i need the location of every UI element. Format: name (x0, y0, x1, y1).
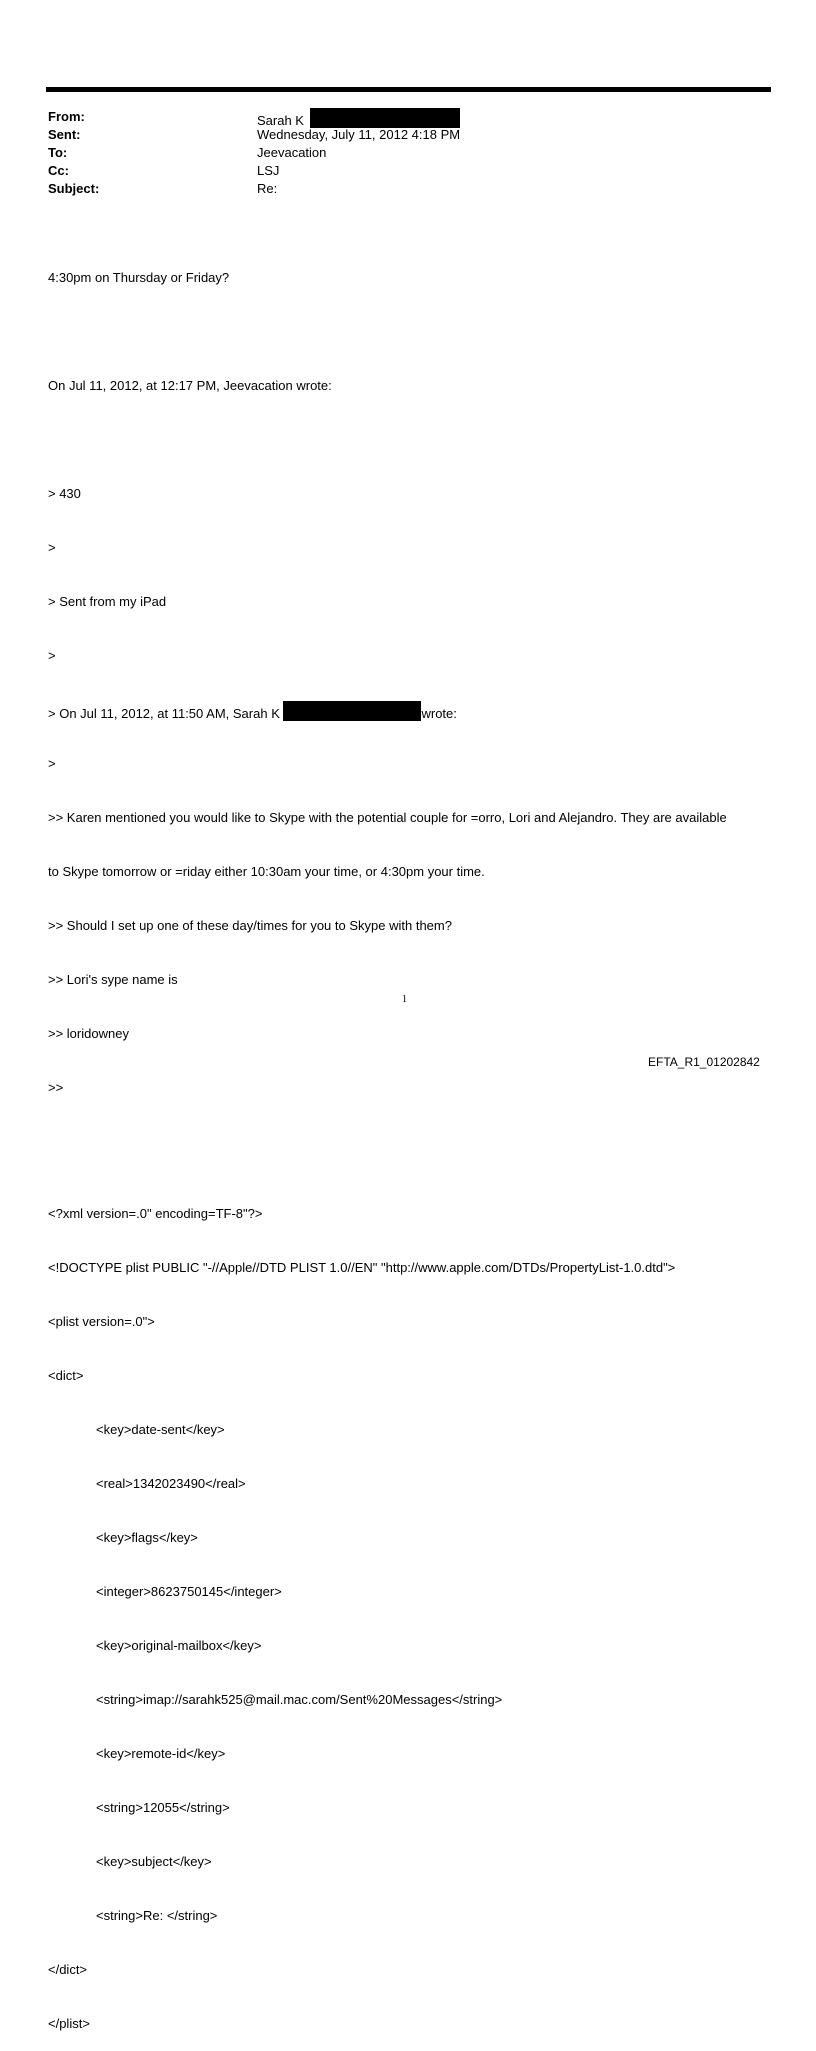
blank-line (48, 1133, 778, 1151)
plist-line: <key>date-sent</key> (96, 1422, 225, 1437)
blank-line (48, 431, 778, 449)
quoted-line: >> Should I set up one of these day/times for you to Skype with them? (48, 918, 452, 933)
quoted-line: >> Karen mentioned you would like to Skype with the potential couple for =orro, Lori and Alejandro. They are available (48, 810, 727, 825)
from-label: From: (48, 109, 85, 124)
quoted-attribution-line (48, 701, 778, 719)
quoted-line: > (48, 540, 56, 555)
cc-value: LSJ (257, 163, 280, 178)
quoted-line: > (48, 648, 56, 663)
sent-label: Sent: (48, 127, 81, 142)
plist-line: <string>Re: </string> (96, 1908, 218, 1923)
plist-line: <dict> (48, 1368, 84, 1383)
message-body (48, 233, 778, 2051)
subject-value: Re: (257, 181, 278, 196)
plist-line: </plist> (48, 2016, 90, 2031)
to-value: Jeevacation (257, 145, 327, 160)
page-number: 1 (402, 994, 407, 1005)
plist-line: <plist version=.0"> (48, 1314, 155, 1329)
quoted-attribution-text: > On Jul 11, 2012, at 11:50 AM, Sarah K (48, 706, 284, 721)
plist-line: <real>1342023490</real> (96, 1476, 246, 1491)
attribution-line: On Jul 11, 2012, at 12:17 PM, Jeevacation wrote: (48, 378, 332, 393)
plist-line: <integer>8623750145</integer> (96, 1584, 282, 1599)
to-label: To: (48, 145, 68, 160)
reply-text: 4:30pm on Thursday or Friday? (48, 270, 230, 285)
document-id: EFTA_R1_01202842 (648, 1055, 760, 1069)
redaction-box (283, 701, 421, 721)
quoted-line: > Sent from my iPad (48, 594, 167, 609)
quoted-line: > 430 (48, 486, 81, 501)
plist-line: <key>flags</key> (96, 1530, 198, 1545)
subject-label: Subject: (48, 181, 100, 196)
sent-value: Wednesday, July 11, 2012 4:18 PM (257, 127, 461, 142)
plist-line: </dict> (48, 1962, 88, 1977)
plist-line: <key>subject</key> (96, 1854, 212, 1869)
quoted-attribution-wrote: wrote: (421, 706, 457, 721)
plist-line: <?xml version=.0" encoding=TF-8"?> (48, 1206, 263, 1221)
quoted-line: > (48, 756, 56, 771)
header-rule (46, 87, 771, 92)
plist-line: <string>imap://sarahk525@mail.mac.com/Sent%20Messages</string> (96, 1692, 503, 1707)
quoted-line: >> loridowney (48, 1026, 129, 1041)
redaction-box (310, 108, 460, 128)
plist-line: <key>remote-id</key> (96, 1746, 226, 1761)
cc-label: Cc: (48, 163, 69, 178)
quoted-line: >> (48, 1080, 64, 1095)
plist-line: <!DOCTYPE plist PUBLIC "-//Apple//DTD PLIST 1.0//EN" "http://www.apple.com/DTDs/PropertyList-1.0.dtd"> (48, 1260, 676, 1275)
plist-line: <string>12055</string> (96, 1800, 230, 1815)
quoted-line: to Skype tomorrow or =riday either 10:30am your time, or 4:30pm your time. (48, 864, 485, 879)
blank-line (48, 323, 778, 341)
plist-line: <key>original-mailbox</key> (96, 1638, 262, 1653)
from-name: Sarah K (257, 113, 304, 128)
quoted-line: >> Lori's sype name is (48, 972, 178, 987)
